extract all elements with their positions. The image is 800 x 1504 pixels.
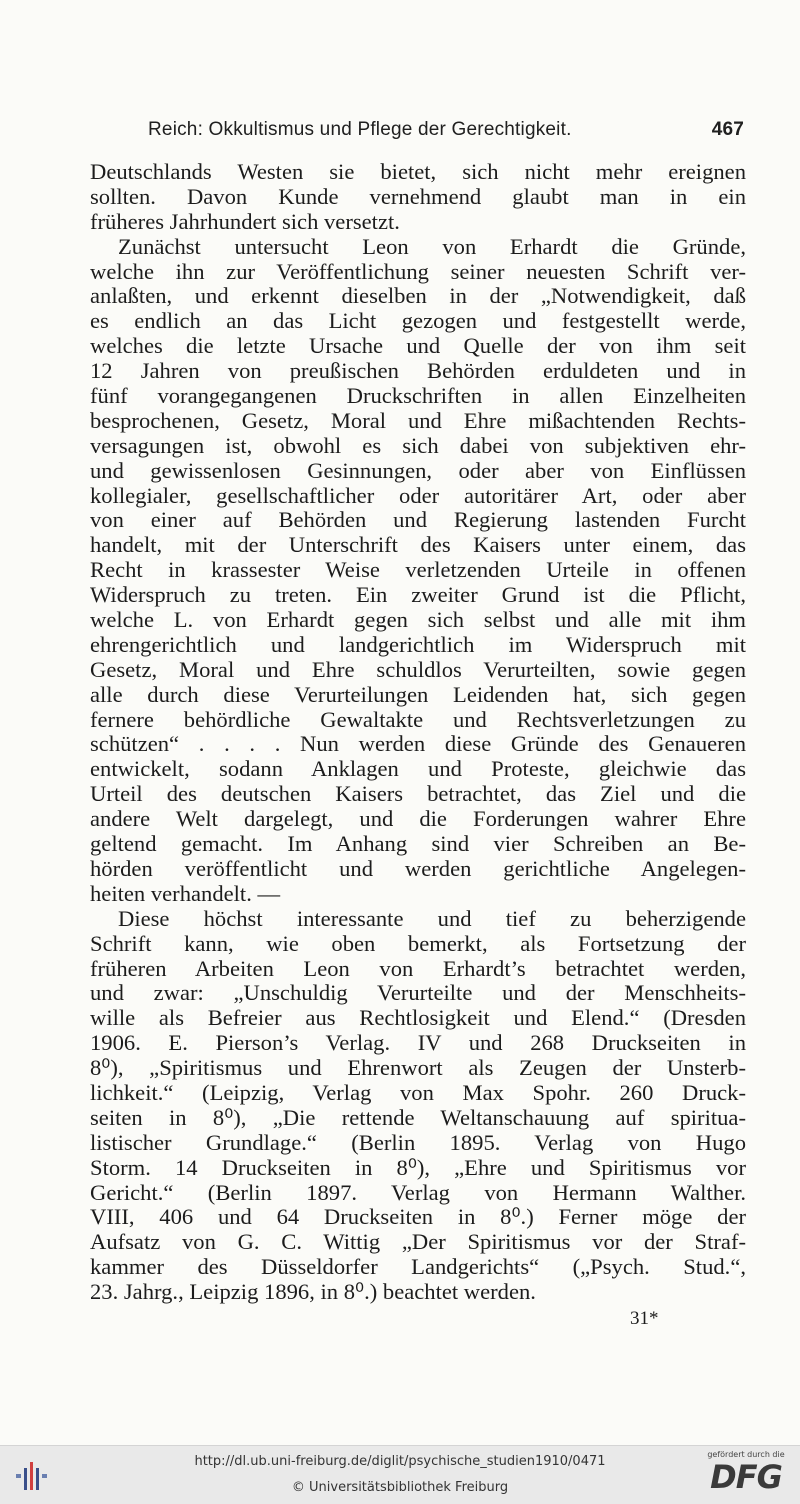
- text-line: schützen“ . . . . Nun werden diese Gründe des Genaueren: [90, 731, 746, 757]
- text-line: ehrengerichtlich und landgerichtlich im Widerspruch mit: [90, 631, 746, 657]
- footer-bar: [0, 1445, 800, 1504]
- text-line: fernere behördliche Gewaltakte und Rechtsverletzungen zu: [90, 706, 746, 732]
- text-line: listischer Grundlage.“ (Berlin 1895. Verlag von Hugo: [90, 1129, 746, 1155]
- text-line: entwickelt, sodann Anklagen und Proteste, gleichwie das: [90, 756, 746, 782]
- text-line: alle durch diese Verurteilungen Leidenden hat, sich gegen: [90, 681, 746, 707]
- text-line: wille als Befreier aus Rechtlosigkeit und Elend.“ (Dresden: [90, 1005, 746, 1031]
- text-line: 12 Jahren von preußischen Behörden erduldeten und in: [90, 358, 746, 384]
- text-line: fünf vorangegangenen Druckschriften in allen Einzelheiten: [90, 383, 746, 409]
- running-head: [148, 119, 744, 147]
- text-line: anlaßten, und erkennt dieselben in der „Notwendigkeit, daß: [90, 283, 746, 309]
- text-line: Widerspruch zu treten. Ein zweiter Grund ist die Pflicht,: [90, 582, 746, 608]
- text-line: welche ihn zur Veröffentlichung seiner neuesten Schrift ver-: [90, 258, 746, 284]
- signature-mark: 31*: [630, 1308, 659, 1329]
- text-line: Diese höchst interessante und tief zu beherzigende: [118, 905, 746, 931]
- text-line: Storm. 14 Druckseiten in 8⁰), „Ehre und Spiritismus vor: [90, 1154, 746, 1180]
- text-line: Urteil des deutschen Kaisers betrachtet, das Ziel und die: [90, 781, 746, 807]
- running-head-title: Reich: Okkultismus und Pflege der Gerechtigkeit.: [148, 119, 572, 140]
- text-line: früheres Jahrhundert sich versetzt.: [90, 208, 400, 234]
- text-line: welches die letzte Ursache und Quelle der von ihm seit: [90, 333, 746, 359]
- text-line: geltend gemacht. Im Anhang sind vier Schreiben an Be-: [90, 831, 746, 857]
- text-line: besprochenen, Gesetz, Moral und Ehre mißachtenden Rechts-: [90, 407, 746, 433]
- text-line: Recht in krassester Weise verletzenden Urteile in offenen: [90, 557, 746, 583]
- text-line: 8⁰), „Spiritismus und Ehrenwort als Zeugen der Unsterb-: [90, 1055, 746, 1081]
- text-line: Aufsatz von G. C. Wittig „Der Spiritismus vor der Straf-: [90, 1229, 746, 1255]
- footer-copyright: © Universitätsbibliothek Freiburg: [291, 1480, 509, 1495]
- text-line: 23. Jahrg., Leipzig 1896, in 8⁰.) beachtet werden.: [90, 1279, 536, 1305]
- text-line: lichkeit.“ (Leipzig, Verlag von Max Spohr. 260 Druck-: [90, 1079, 746, 1105]
- text-line: Gericht.“ (Berlin 1897. Verlag von Hermann Walther.: [90, 1179, 746, 1205]
- text-line: sollten. Davon Kunde vernehmend glaubt man in ein: [90, 183, 746, 209]
- dfg-logo-text: DFG: [710, 1458, 782, 1496]
- text-line: Deutschlands Westen sie bietet, sich nicht mehr ereignen: [90, 159, 746, 184]
- text-line: von einer auf Behörden und Regierung lastenden Furcht: [90, 507, 746, 533]
- text-line: welche L. von Erhardt gegen sich selbst und alle mit ihm: [90, 607, 746, 633]
- dfg-logo: [704, 1450, 788, 1500]
- text-line: Gesetz, Moral und Ehre schuldlos Verurteilten, sowie gegen: [90, 656, 746, 682]
- page-number: 467: [711, 119, 744, 140]
- body-text: [90, 160, 746, 1305]
- footer-url[interactable]: http://dl.ub.uni-freiburg.de/diglit/psychische_studien1910/0471: [194, 1454, 606, 1469]
- text-line: VIII, 406 und 64 Druckseiten in 8⁰.) Ferner möge der: [90, 1204, 746, 1230]
- text-line: andere Welt dargelegt, und die Forderungen wahrer Ehre: [90, 806, 746, 832]
- text-line: kollegialer, gesellschaftlicher oder autoritärer Art, oder aber: [90, 482, 746, 508]
- text-line: und zwar: „Unschuldig Verurteilte und der Menschheits-: [90, 980, 746, 1006]
- text-line: hörden veröffentlicht und werden gerichtliche Angelegen-: [90, 855, 746, 881]
- text-line: früheren Arbeiten Leon von Erhardt’s betrachtet werden,: [90, 955, 746, 981]
- text-line: Zunächst untersucht Leon von Erhardt die Gründe,: [118, 233, 746, 259]
- text-line: heiten verhandelt. —: [90, 880, 281, 906]
- text-line: Schrift kann, wie oben bemerkt, als Fortsetzung der: [90, 930, 746, 956]
- text-line: es endlich an das Licht gezogen und festgestellt werde,: [90, 308, 746, 334]
- dfg-caption: gefördert durch die: [707, 1450, 785, 1459]
- text-line: versagungen ist, obwohl es sich dabei von subjektiven ehr-: [90, 432, 746, 458]
- text-line: kammer des Düsseldorfer Landgerichts“ („Psych. Stud.“,: [90, 1254, 746, 1280]
- text-line: und gewissenlosen Gesinnungen, oder aber von Einflüssen: [90, 457, 746, 483]
- text-line: seiten in 8⁰), „Die rettende Weltanschauung auf spiritua-: [90, 1104, 746, 1130]
- text-line: 1906. E. Pierson’s Verlag. IV und 268 Druckseiten in: [90, 1030, 746, 1056]
- text-line: handelt, mit der Unterschrift des Kaisers unter einem, das: [90, 532, 746, 558]
